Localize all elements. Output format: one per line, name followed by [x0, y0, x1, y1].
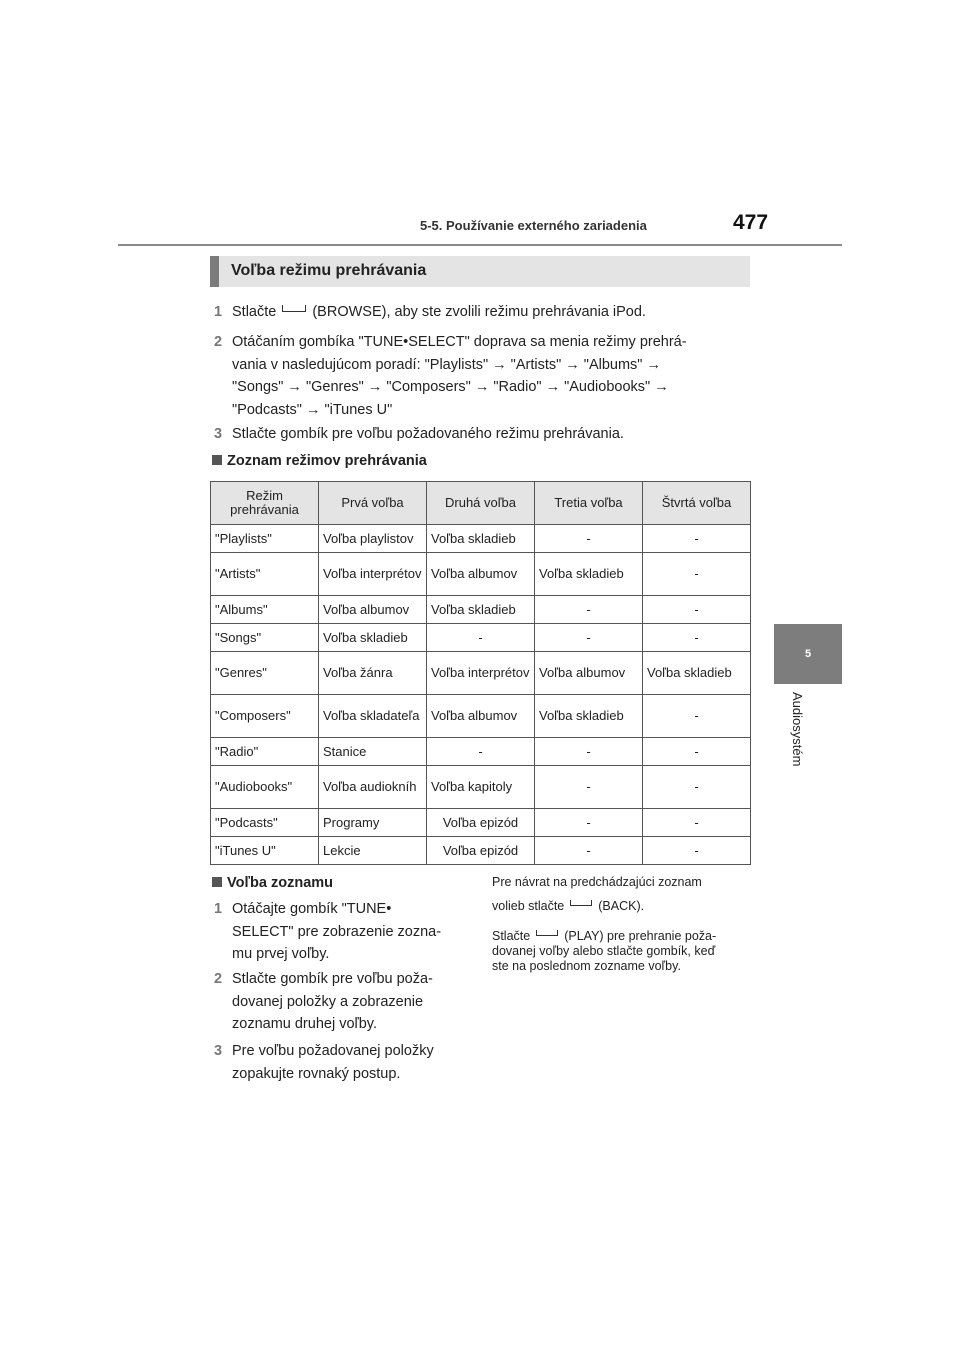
list-select-heading: Voľba zoznamu: [212, 875, 333, 891]
table-cell: Voľba playlistov: [319, 525, 427, 553]
table-cell: Voľba kapitoly: [427, 766, 535, 809]
step-text: Otáčaním gombíka "TUNE•SELECT" doprava sa menia režimy prehrá- vania v nasledujúcom poradí: "Playlists" → "Artists" → "Albums" → "Songs" → "Genres" → "Composers" → "Radio" → "Audiobooks" → "Podcasts" → "iTunes U": [232, 334, 687, 418]
mode-list-heading: Zoznam režimov prehrávania: [212, 453, 427, 469]
table-cell: -: [643, 766, 751, 809]
table-cell: -: [643, 553, 751, 596]
table-cell: "Radio": [211, 738, 319, 766]
table-cell: "Podcasts": [211, 809, 319, 837]
table-cell: "Albums": [211, 596, 319, 624]
step-text: Pre voľbu požadovanej položky zopakujte rovnaký postup.: [232, 1043, 434, 1082]
step-number: 3: [214, 426, 223, 442]
table-cell: Voľba skladieb: [643, 652, 751, 695]
table-cell: Voľba epizód: [427, 809, 535, 837]
chapter-tab: [774, 624, 842, 684]
table-cell: Voľba skladieb: [319, 624, 427, 652]
playback-mode-table: [210, 481, 751, 865]
table-cell: Voľba skladieb: [535, 695, 643, 738]
table-header-cell: Režim prehrávania: [211, 482, 319, 525]
section-title: Voľba režimu prehrávania: [231, 262, 427, 279]
table-cell: -: [643, 738, 751, 766]
table-cell: "Songs": [211, 624, 319, 652]
step-number: 1: [214, 901, 223, 917]
table-header-row: [211, 482, 751, 525]
table-cell: "Genres": [211, 652, 319, 695]
square-bullet-icon: [212, 455, 222, 465]
back-note-line-1: Pre návrat na predchádzajúci zoznam: [492, 875, 702, 889]
table-cell: Voľba albumov: [427, 695, 535, 738]
table-cell: Voľba skladieb: [535, 553, 643, 596]
table-row: [211, 766, 751, 809]
section-title-bar: [210, 256, 750, 287]
table-cell: "Composers": [211, 695, 319, 738]
table-cell: -: [643, 624, 751, 652]
table-cell: Lekcie: [319, 837, 427, 865]
button-icon: [282, 305, 306, 312]
table-header-cell: Štvrtá voľba: [643, 482, 751, 525]
table-row: [211, 525, 751, 553]
table-header-cell: Prvá voľba: [319, 482, 427, 525]
table-cell: -: [427, 624, 535, 652]
table-cell: "Artists": [211, 553, 319, 596]
table-cell: "iTunes U": [211, 837, 319, 865]
table-cell: "Playlists": [211, 525, 319, 553]
table-cell: "Audiobooks": [211, 766, 319, 809]
square-bullet-icon: [212, 877, 222, 887]
table-cell: Voľba albumov: [427, 553, 535, 596]
table-cell: Voľba interprétov: [427, 652, 535, 695]
table-cell: Voľba skladieb: [427, 596, 535, 624]
table-cell: -: [535, 809, 643, 837]
header-divider: [118, 244, 842, 246]
table-row: [211, 624, 751, 652]
table-cell: Voľba interprétov: [319, 553, 427, 596]
table-row: [211, 738, 751, 766]
table-cell: -: [643, 809, 751, 837]
table-row: [211, 695, 751, 738]
table-cell: -: [535, 596, 643, 624]
table-row: [211, 553, 751, 596]
table-header-cell: Druhá voľba: [427, 482, 535, 525]
step-number: 3: [214, 1043, 223, 1059]
table-row: [211, 596, 751, 624]
chapter-label: Audiosystém: [790, 692, 805, 767]
table-cell: -: [535, 837, 643, 865]
table-cell: Voľba audiokníh: [319, 766, 427, 809]
step-text: Stlačte gombík pre voľbu požadovaného režimu prehrávania.: [232, 426, 624, 442]
table-cell: Voľba žánra: [319, 652, 427, 695]
table-cell: -: [643, 525, 751, 553]
step-text: Stlačte (BROWSE), aby ste zvolili režimu prehrávania iPod.: [232, 304, 646, 320]
step-number: 2: [214, 334, 223, 350]
page-number: 477: [733, 211, 769, 234]
table-cell: -: [643, 695, 751, 738]
table-cell: -: [427, 738, 535, 766]
step-text: Stlačte gombík pre voľbu poža- dovanej položky a zobrazenie zoznamu druhej voľby.: [232, 971, 433, 1032]
table-cell: -: [535, 525, 643, 553]
step-number: 1: [214, 304, 223, 320]
table-cell: -: [535, 738, 643, 766]
table-header-cell: Tretia voľba: [535, 482, 643, 525]
play-note: Stlačte (PLAY) pre prehranie poža- dovanej voľby alebo stlačte gombík, keď ste na poslednom zozname voľby.: [492, 929, 717, 973]
table-cell: Voľba epizód: [427, 837, 535, 865]
table-cell: -: [643, 596, 751, 624]
button-icon: [570, 900, 592, 906]
step-text: Otáčajte gombík "TUNE• SELECT" pre zobrazenie zozna- mu prvej voľby.: [232, 901, 442, 962]
table-cell: Voľba albumov: [319, 596, 427, 624]
step-number: 2: [214, 971, 223, 987]
table-cell: Voľba skladateľa: [319, 695, 427, 738]
table-row: [211, 837, 751, 865]
section-header: 5-5. Používanie externého zariadenia: [420, 218, 647, 233]
table-cell: -: [643, 837, 751, 865]
table-cell: Stanice: [319, 738, 427, 766]
table-row: [211, 652, 751, 695]
button-icon: [536, 930, 558, 936]
table-cell: Voľba skladieb: [427, 525, 535, 553]
table-cell: Voľba albumov: [535, 652, 643, 695]
table-cell: Programy: [319, 809, 427, 837]
back-note-line-2: volieb stlačte (BACK).: [492, 899, 645, 913]
table-cell: -: [535, 766, 643, 809]
chapter-number: 5: [804, 648, 812, 660]
table-row: [211, 809, 751, 837]
table-cell: -: [535, 624, 643, 652]
